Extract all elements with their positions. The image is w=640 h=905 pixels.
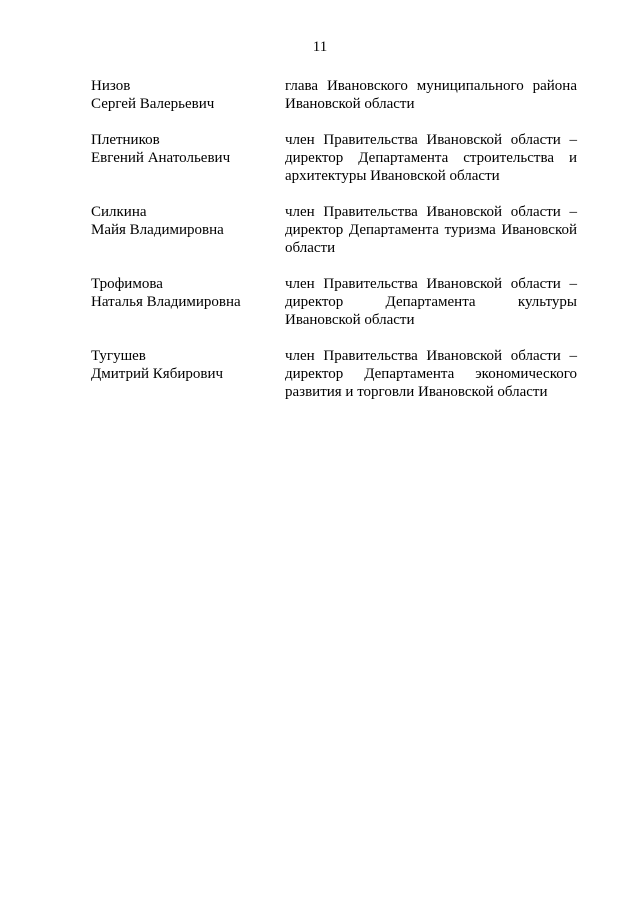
person-surname: Плетников <box>91 132 160 148</box>
person-surname: Тугушев <box>91 348 146 364</box>
person-role: член Правительства Ивановской области – директор Департамента туризма Ивановской области <box>285 204 577 256</box>
person-surname: Силкина <box>91 204 147 220</box>
roster-list <box>91 77 577 419</box>
roster-entry <box>91 77 577 113</box>
person-name <box>91 77 285 113</box>
person-name <box>91 131 285 185</box>
person-given-names: Евгений Анатольевич <box>91 150 231 166</box>
person-role: член Правительства Ивановской области – директор Департамента экономического развития и торговли Ивановской области <box>285 348 577 400</box>
page-number: 11 <box>312 39 328 55</box>
person-name <box>91 203 285 257</box>
person-role: глава Ивановского муниципального района Ивановской области <box>285 78 577 112</box>
person-surname: Трофимова <box>91 276 163 292</box>
roster-entry <box>91 347 577 401</box>
person-given-names: Сергей Валерьевич <box>91 96 215 112</box>
person-name <box>91 275 285 329</box>
roster-entry <box>91 131 577 185</box>
person-surname: Низов <box>91 78 131 94</box>
person-role: член Правительства Ивановской области – директор Департамента культуры Ивановской области <box>285 276 577 328</box>
person-role: член Правительства Ивановской области – директор Департамента строительства и архитектуры Ивановской области <box>285 132 577 184</box>
person-name <box>91 347 285 401</box>
person-given-names: Дмитрий Кябирович <box>91 366 224 382</box>
person-given-names: Майя Владимировна <box>91 222 224 238</box>
person-given-names: Наталья Владимировна <box>91 294 241 310</box>
roster-entry <box>91 203 577 257</box>
roster-entry <box>91 275 577 329</box>
